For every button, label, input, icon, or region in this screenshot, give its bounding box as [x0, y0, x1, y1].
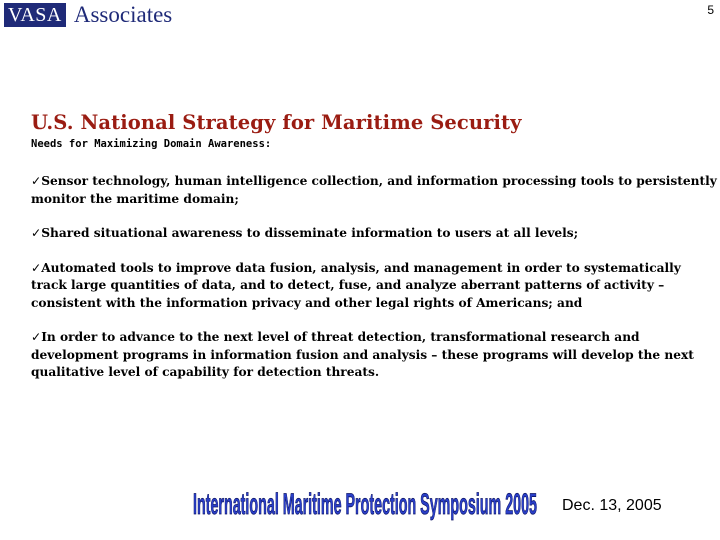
bullet-text: Sensor technology, human intelligence collection, and information processing tools to persistently monitor the maritime domain; [31, 174, 717, 206]
check-icon: ✓ [31, 226, 42, 240]
bullet-text: Shared situational awareness to disseminate information to users at all levels; [41, 226, 579, 240]
check-icon: ✓ [31, 330, 42, 344]
slide-subtitle: Needs for Maximizing Domain Awareness: [31, 138, 272, 150]
logo-box: VASA [4, 3, 66, 27]
bullet-item [31, 329, 717, 382]
symposium-logo [191, 487, 539, 521]
bullet-list [31, 173, 717, 399]
bullet-item [31, 225, 717, 243]
vasa-associates-logo [4, 3, 172, 27]
bullet-item [31, 173, 717, 208]
symposium-logo-text: International Maritime Protection Symposium 2005 [193, 488, 537, 521]
check-icon: ✓ [31, 174, 42, 188]
bullet-item [31, 260, 717, 313]
bullet-text: In order to advance to the next level of threat detection, transformational research and development programs in information fusion and analysis – these programs will develop the next qualitative level of capability for detection threats. [31, 330, 694, 379]
logo-word: Associates [73, 2, 173, 27]
bullet-text: Automated tools to improve data fusion, analysis, and management in order to systematically track large quantities of data, and to detect, fuse, and analyze aberrant patterns of activity – consistent with the information privacy and other legal rights of Americans; and [31, 260, 681, 310]
check-icon: ✓ [31, 260, 42, 275]
slide-title: U.S. National Strategy for Maritime Security [31, 111, 522, 134]
page-number: 5 [707, 3, 714, 17]
footer-date: Dec. 13, 2005 [562, 497, 662, 514]
